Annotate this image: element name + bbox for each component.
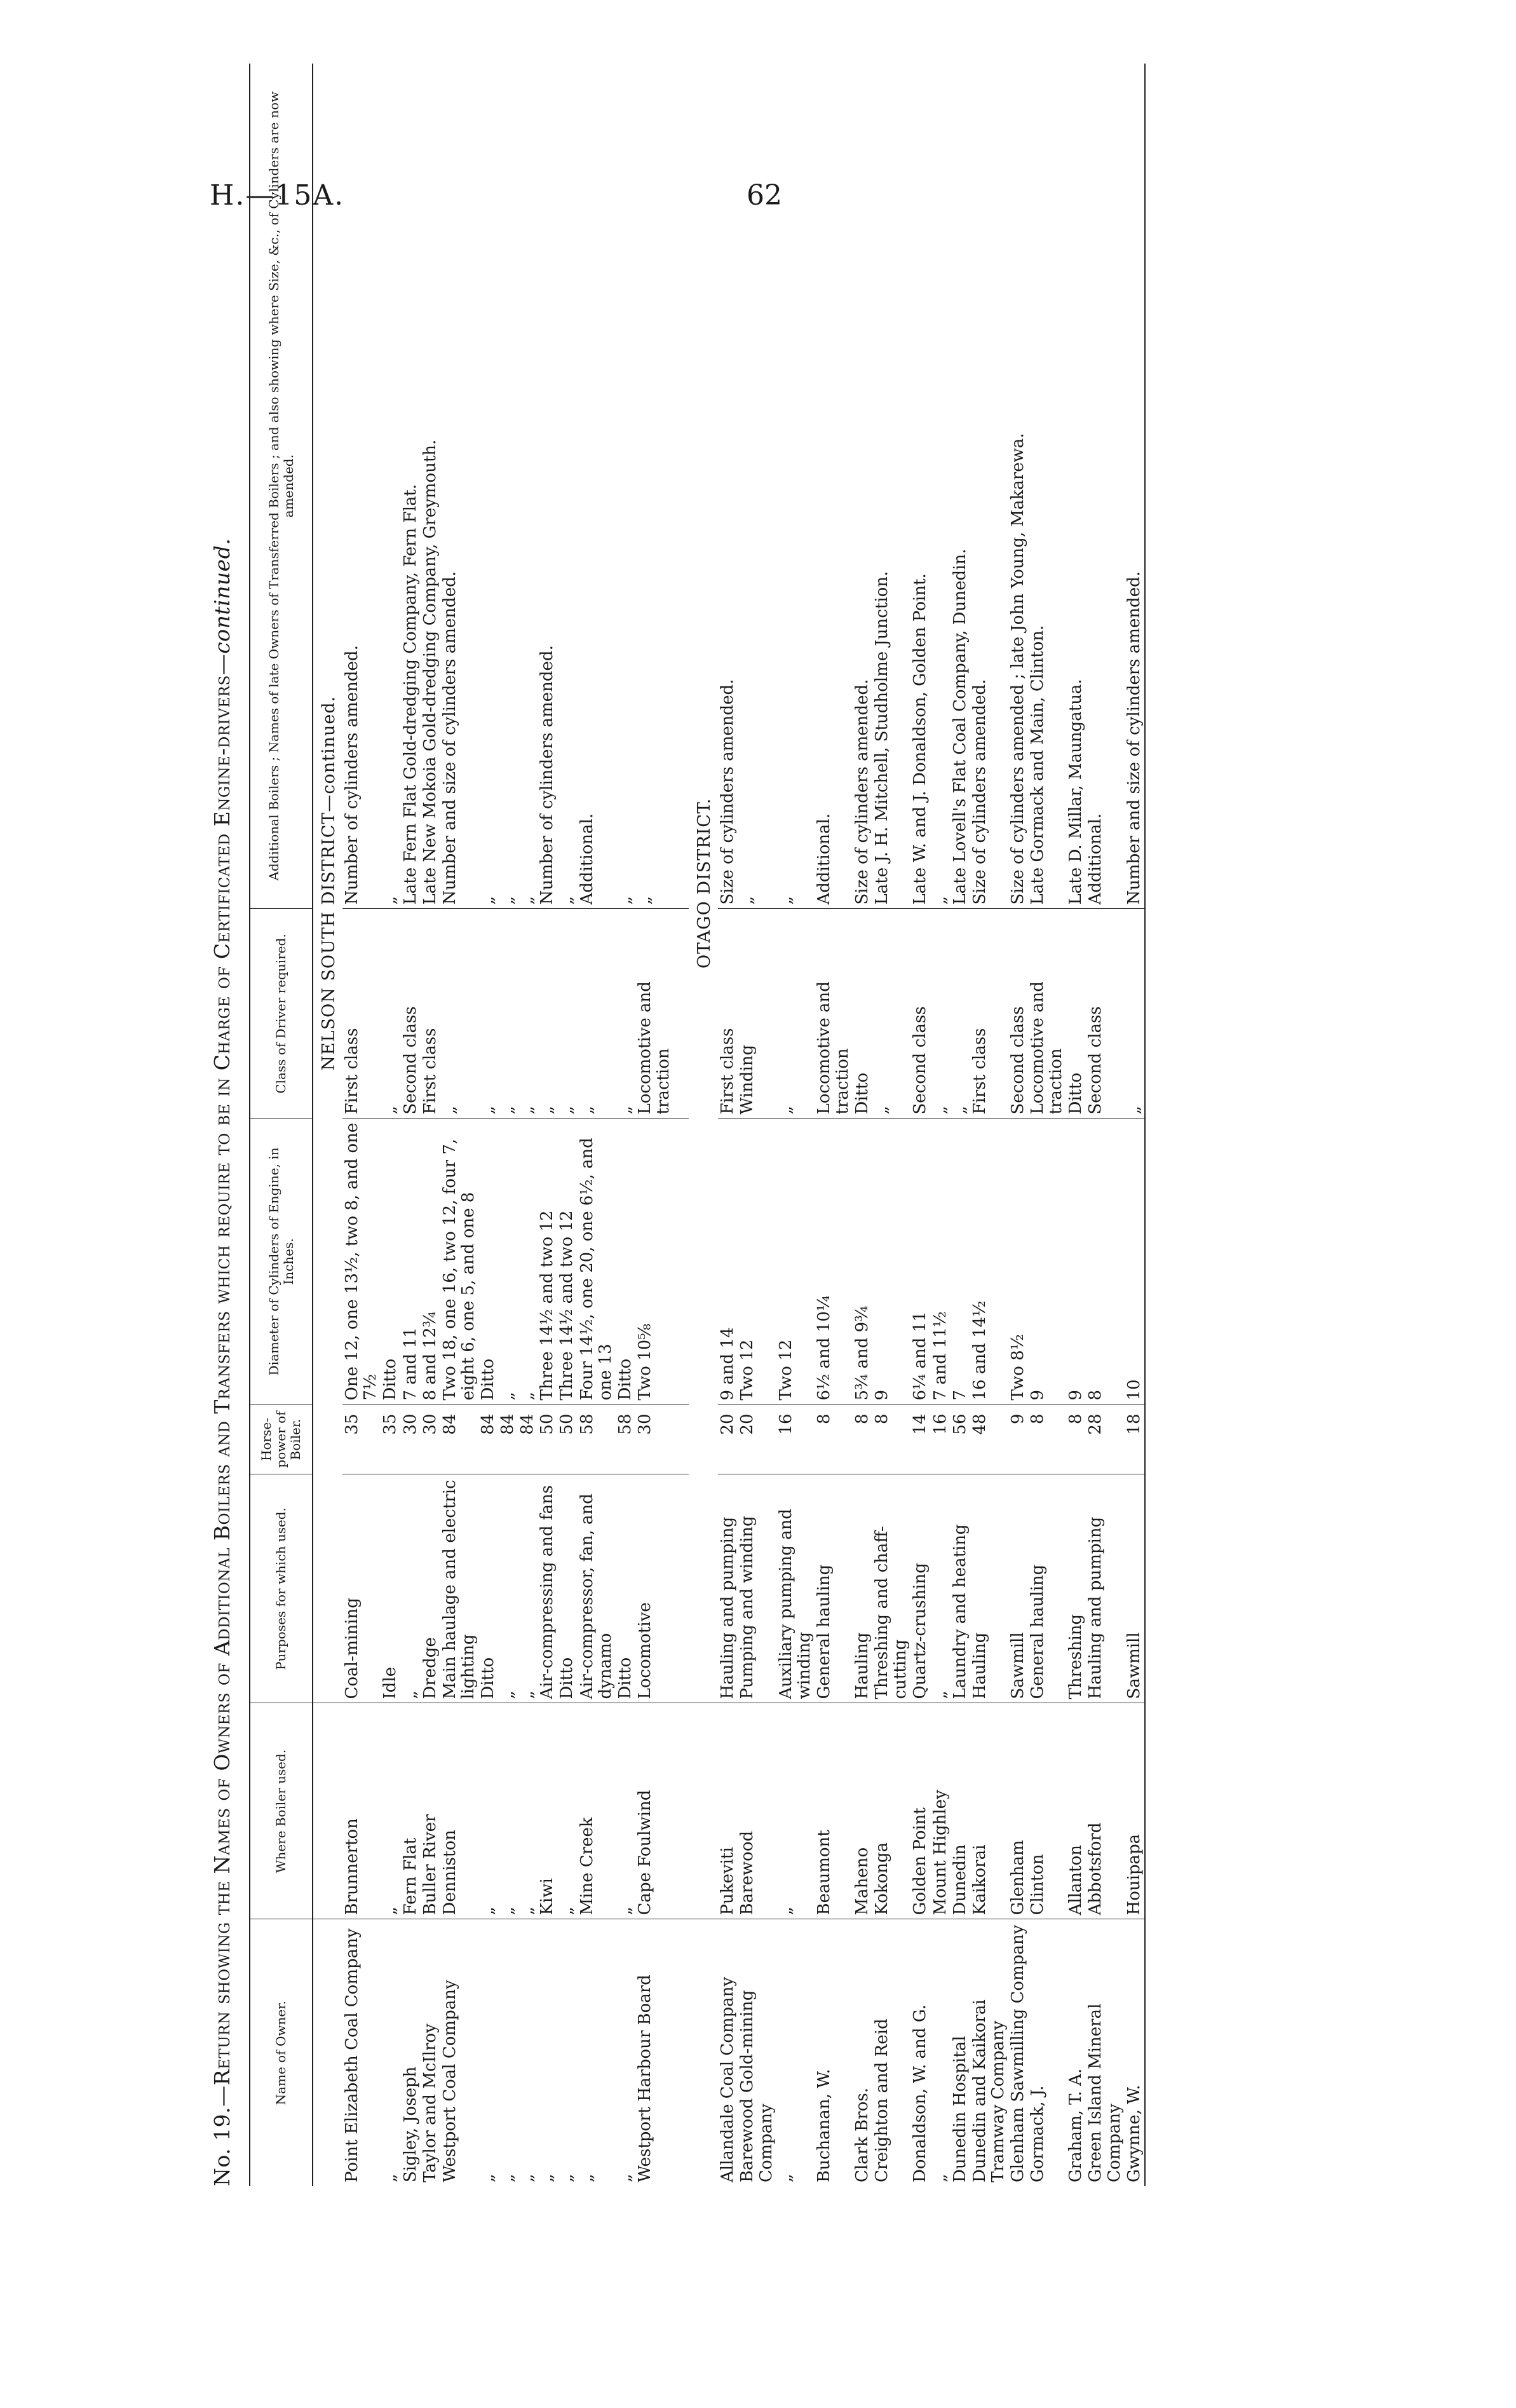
cell-purpose: Air-compressing and fans: [538, 1474, 557, 1703]
table-row: [440, 64, 478, 2186]
cell-where-used: Pukeviti: [718, 1703, 738, 1919]
district-heading: OTAGO DISTRICT.: [689, 64, 718, 1703]
cell-remarks: Late Fern Flat Gold-dredging Company, Fern Flat.: [401, 64, 421, 909]
cell-driver-class: Ditto: [853, 909, 872, 1119]
cell-horse-power: 30: [421, 1405, 440, 1474]
spacer-row: [673, 64, 689, 2186]
table-row: [776, 64, 815, 2186]
cell-owner: Barewood Gold-mining Company: [738, 1990, 776, 2182]
spacer-cell: [673, 1405, 689, 1474]
cell-where-used: Abbotsford: [1086, 1703, 1124, 1919]
cell-driver-class: „: [951, 909, 970, 1119]
cell-remarks: „: [478, 64, 498, 909]
cell-where-used: „: [557, 1703, 577, 1919]
cell-purpose: Ditto: [616, 1474, 635, 1703]
cell-where-used: Brunnerton: [342, 1703, 381, 1919]
cell-remarks: Late Gormack and Main, Clinton.: [1028, 64, 1066, 909]
cell-owner: „: [577, 2173, 597, 2182]
cell-where-used: Dunedin: [951, 1703, 970, 1919]
cell-where-used: Glenham: [1008, 1703, 1028, 1919]
cell-remarks: Size of cylinders amended.: [718, 64, 738, 909]
cell-remarks: „: [557, 64, 577, 909]
cell-purpose: Quartz-crushing: [910, 1474, 930, 1703]
cell-driver-class: Locomotive and traction: [1028, 909, 1066, 1119]
cell-purpose: Main haulage and electric lighting: [440, 1474, 478, 1703]
cell-where-used: Barewood: [738, 1703, 776, 1919]
col-purposes: Purposes for which used.: [250, 1474, 313, 1703]
cell-remarks: Late W. and J. Donaldson, Golden Point.: [910, 64, 930, 909]
district-spacer-cell: [689, 1919, 718, 2186]
cell-cylinders: Two 12: [776, 1119, 815, 1405]
table-row: [401, 64, 421, 2186]
cell-remarks: „: [381, 64, 400, 909]
table-row: [910, 64, 930, 2186]
col-where-boiler-used: Where Boiler used.: [250, 1703, 313, 1919]
cell-owner: Westport Coal Company: [440, 1980, 459, 2182]
cell-owner: Allandale Coal Company: [718, 1976, 738, 2182]
cell-purpose: Ditto: [557, 1474, 577, 1703]
table-row: [478, 64, 498, 2186]
table-row: [970, 64, 1008, 2186]
cell-driver-class: „: [498, 909, 518, 1119]
cell-owner: Dunedin and Kaikorai Tramway Company: [970, 1999, 1008, 2182]
table-row: [1008, 64, 1028, 2186]
cell-driver-class: „: [440, 909, 478, 1119]
cell-driver-class: Winding: [738, 909, 776, 1119]
cell-purpose: Hauling: [853, 1474, 872, 1703]
cell-horse-power: 84: [478, 1405, 498, 1474]
cell-where-used: Maheno: [853, 1703, 872, 1919]
cell-cylinders: 16 and 14½: [970, 1119, 1008, 1405]
cell-horse-power: 84: [518, 1405, 538, 1474]
cell-purpose: General hauling: [1028, 1474, 1066, 1703]
cell-driver-class: „: [872, 909, 910, 1119]
cell-remarks: Size of cylinders amended.: [970, 64, 1008, 909]
cell-horse-power: 20: [718, 1405, 738, 1474]
cell-driver-class: „: [578, 909, 616, 1119]
table-row: [616, 64, 635, 2186]
cell-owner: Sigley, Joseph: [400, 2066, 420, 2182]
cell-purpose: Auxiliary pumping and winding: [776, 1474, 815, 1703]
cell-driver-class: „: [557, 909, 577, 1119]
cell-cylinders: Two 10⅝: [635, 1119, 673, 1405]
cell-cylinders: 9: [1066, 1119, 1086, 1405]
table-row: [1028, 64, 1066, 2186]
cell-remarks: „: [635, 64, 673, 909]
cell-owner: Taylor and McIlroy: [420, 2024, 440, 2182]
cell-driver-class: First class: [342, 909, 381, 1119]
district-heading: NELSON SOUTH DISTRICT—continued.: [313, 64, 342, 1703]
cell-remarks: Late D. Millar, Maungatua.: [1066, 64, 1086, 909]
cell-cylinders: Ditto: [616, 1119, 635, 1405]
cell-horse-power: 8: [853, 1405, 872, 1474]
table-row: [1066, 64, 1086, 2186]
cell-cylinders: Two 8½: [1008, 1119, 1028, 1405]
cell-purpose: Dredge: [421, 1474, 440, 1703]
cell-owner: „: [498, 2173, 518, 2182]
table-header-row: [250, 64, 313, 2186]
cell-horse-power: 50: [538, 1405, 557, 1474]
cell-where-used: Denniston: [440, 1703, 478, 1919]
cell-purpose: Air-compressor, fan, and dynamo: [578, 1474, 616, 1703]
cell-cylinders: 8 and 12¾: [421, 1119, 440, 1405]
cell-driver-class: Locomotive and traction: [635, 909, 673, 1119]
cell-owner: Green Island Mineral Company: [1086, 2003, 1124, 2182]
district-spacer-cell: [689, 1703, 718, 1919]
cell-driver-class: First class: [421, 909, 440, 1119]
district-heading-row: [313, 64, 342, 2186]
cell-horse-power: 35: [381, 1405, 400, 1474]
report-code: H.—15A.: [210, 179, 345, 212]
cell-cylinders: „: [498, 1119, 518, 1405]
cell-purpose: Threshing and chaff-cutting: [872, 1474, 910, 1703]
table-row: [1125, 64, 1145, 2186]
table-row: [381, 64, 400, 2186]
cell-horse-power: 16: [931, 1405, 951, 1474]
cell-cylinders: 9: [872, 1119, 910, 1405]
cell-purpose: Sawmill: [1008, 1474, 1028, 1703]
cell-driver-class: „: [931, 909, 951, 1119]
cell-remarks: Number of cylinders amended.: [538, 64, 557, 909]
cell-horse-power: 58: [616, 1405, 635, 1474]
cell-where-used: „: [478, 1703, 498, 1919]
cell-owner: Clark Bros.: [853, 2088, 872, 2182]
cell-horse-power: 14: [910, 1405, 930, 1474]
cell-owner: „: [557, 2173, 577, 2182]
cell-driver-class: Ditto: [1066, 909, 1086, 1119]
cell-cylinders: One 12, one 13½, two 8, and one 7½: [342, 1119, 381, 1405]
cell-owner: Gwynne, W.: [1125, 1919, 1145, 2186]
cell-horse-power: 8: [872, 1405, 910, 1474]
rotated-table-block: [210, 25, 1341, 2186]
table-row: [635, 64, 673, 2186]
table-row: [518, 64, 538, 2186]
cell-horse-power: 30: [635, 1405, 673, 1474]
cell-cylinders: 7 and 11: [401, 1119, 421, 1405]
page-number: 62: [747, 179, 782, 212]
cell-where-used: Kokonga: [872, 1703, 910, 1919]
cell-owner: Point Elizabeth Coal Company: [342, 1928, 362, 2182]
spacer-cell: [673, 1474, 689, 1703]
cell-horse-power: 8: [1028, 1405, 1066, 1474]
cell-where-used: Cape Foulwind: [635, 1703, 673, 1919]
table-row: [931, 64, 951, 2186]
cell-cylinders: Two 12: [738, 1119, 776, 1405]
cell-driver-class: First class: [970, 909, 1008, 1119]
cell-cylinders: 9 and 14: [718, 1119, 738, 1405]
cell-where-used: „: [498, 1703, 518, 1919]
cell-remarks: „: [616, 64, 635, 909]
table-row: [498, 64, 518, 2186]
cell-where-used: Mine Creek: [578, 1703, 616, 1919]
cell-remarks: Number of cylinders amended.: [342, 64, 381, 909]
cell-purpose: „: [518, 1474, 538, 1703]
cell-owner: „: [381, 2173, 400, 2182]
table-row: [872, 64, 910, 2186]
cell-purpose: Coal-mining: [342, 1474, 381, 1703]
cell-purpose: Laundry and heating: [951, 1474, 970, 1703]
cell-owner: „: [615, 2173, 635, 2182]
cell-cylinders: 9: [1028, 1119, 1066, 1405]
cell-horse-power: 18: [1125, 1405, 1145, 1474]
cell-purpose: Hauling: [970, 1474, 1008, 1703]
cell-where-used: Allanton: [1066, 1703, 1086, 1919]
cell-cylinders: Three 14½ and two 12: [538, 1119, 557, 1405]
cell-driver-class: „: [478, 909, 498, 1119]
cell-owner: „: [538, 2173, 557, 2182]
cell-purpose: Idle: [381, 1474, 400, 1703]
cell-remarks: „: [498, 64, 518, 909]
cell-purpose: „: [401, 1474, 421, 1703]
cell-remarks: Number and size of cylinders amended.: [1125, 64, 1145, 909]
cell-where-used: Buller River: [421, 1703, 440, 1919]
cell-horse-power: 8: [815, 1405, 853, 1474]
table-row: [815, 64, 853, 2186]
cell-horse-power: 48: [970, 1405, 1008, 1474]
cell-driver-class: „: [518, 909, 538, 1119]
cell-remarks: „: [518, 64, 538, 909]
district-heading-row: [689, 64, 718, 2186]
cell-remarks: Late Lovell's Flat Coal Company, Dunedin.: [951, 64, 970, 909]
cell-owner: „: [776, 2173, 795, 2182]
cell-where-used: Kaikorai: [970, 1703, 1008, 1919]
cell-remarks: Size of cylinders amended.: [853, 64, 872, 909]
col-cylinder-diameter: Diameter of Cylinders of Engine, in Inches.: [250, 1119, 313, 1405]
cell-owner: „: [930, 2173, 950, 2182]
cell-owner: Creighton and Reid: [872, 2018, 892, 2182]
cell-remarks: Size of cylinders amended ; late John Young, Makarewa.: [1008, 64, 1028, 909]
cell-horse-power: 20: [738, 1405, 776, 1474]
district-spacer-cell: [313, 1703, 342, 1919]
cell-purpose: Threshing: [1066, 1474, 1086, 1703]
cell-purpose: „: [931, 1474, 951, 1703]
title-text: Return showing the Names of Owners of Additional Boilers and Transfers which require to be in Charge of Certificated Engine-drivers: [210, 675, 234, 2086]
spacer-cell: [673, 1703, 689, 1919]
cell-remarks: Additional.: [1086, 64, 1124, 909]
district-spacer-cell: [313, 1919, 342, 2186]
title-suffix: —continued.: [210, 538, 234, 676]
cell-remarks: „: [776, 64, 815, 909]
cell-owner: Buchanan, W.: [814, 2069, 834, 2182]
cell-cylinders: „: [518, 1119, 538, 1405]
cell-driver-class: Locomotive and traction: [815, 909, 853, 1119]
cell-remarks: Number and size of cylinders amended.: [440, 64, 478, 909]
spacer-cell: [673, 1919, 689, 2186]
cell-remarks: Additional.: [578, 64, 616, 909]
engine-drivers-table: [249, 64, 1146, 2186]
cell-where-used: Houipapa: [1125, 1703, 1145, 1919]
cell-driver-class: „: [381, 909, 400, 1119]
table-body: [313, 64, 1145, 2186]
cell-cylinders: 7 and 11½: [931, 1119, 951, 1405]
cell-horse-power: 35: [342, 1405, 381, 1474]
table-row: [342, 64, 381, 2186]
col-remarks: Additional Boilers ; Names of late Owners of Transferred Boilers ; and also showing where Size, &c., of Cylinders are now amended.: [250, 64, 313, 909]
cell-cylinders: Two 18, one 16, two 12, four 7, eight 6, one 5, and one 8: [440, 1119, 478, 1405]
cell-owner: Donaldson, W. and G.: [910, 2004, 930, 2182]
table-row: [538, 64, 557, 2186]
cell-horse-power: 16: [776, 1405, 815, 1474]
cell-cylinders: 7: [951, 1119, 970, 1405]
cell-driver-class: Second class: [910, 909, 930, 1119]
cell-horse-power: 28: [1086, 1405, 1124, 1474]
table-row: [578, 64, 616, 2186]
cell-cylinders: 6½ and 10¼: [815, 1119, 853, 1405]
cell-driver-class: Second class: [1086, 909, 1124, 1119]
cell-where-used: „: [776, 1703, 815, 1919]
cell-where-used: Mount Highley: [931, 1703, 951, 1919]
cell-driver-class: Second class: [401, 909, 421, 1119]
spacer-cell: [673, 909, 689, 1119]
cell-where-used: Beaumont: [815, 1703, 853, 1919]
cell-remarks: Late New Mokoia Gold-dredging Company, Greymouth.: [421, 64, 440, 909]
cell-purpose: Pumping and winding: [738, 1474, 776, 1703]
col-name-of-owner: Name of Owner.: [250, 1919, 313, 2186]
cell-purpose: Locomotive: [635, 1474, 673, 1703]
col-horse-power: Horse-power of Boiler.: [250, 1405, 313, 1474]
col-driver-class: Class of Driver required.: [250, 909, 313, 1119]
table-title: [210, 64, 234, 2186]
cell-owner: Westport Harbour Board: [635, 1975, 654, 2182]
cell-owner: „: [518, 2173, 538, 2182]
cell-where-used: „: [518, 1703, 538, 1919]
table-row: [1086, 64, 1124, 2186]
cell-remarks: Additional.: [815, 64, 853, 909]
cell-horse-power: 9: [1008, 1405, 1028, 1474]
cell-purpose: Hauling and pumping: [718, 1474, 738, 1703]
cell-horse-power: 8: [1066, 1405, 1086, 1474]
cell-owner: Dunedin Hospital: [950, 2036, 970, 2182]
cell-purpose: „: [498, 1474, 518, 1703]
cell-horse-power: 84: [498, 1405, 518, 1474]
cell-horse-power: 58: [578, 1405, 616, 1474]
cell-where-used: Fern Flat: [401, 1703, 421, 1919]
cell-purpose: General hauling: [815, 1474, 853, 1703]
cell-driver-class: „: [538, 909, 557, 1119]
table-row: [951, 64, 970, 2186]
table-row: [718, 64, 738, 2186]
table-row: [421, 64, 440, 2186]
cell-owner: „: [478, 2173, 497, 2182]
cell-purpose: Hauling and pumping: [1086, 1474, 1124, 1703]
cell-cylinders: 5¾ and 9¾: [853, 1119, 872, 1405]
spacer-cell: [673, 1119, 689, 1405]
cell-cylinders: Ditto: [478, 1119, 498, 1405]
cell-horse-power: 30: [401, 1405, 421, 1474]
cell-driver-class: „: [776, 909, 815, 1119]
cell-where-used: Golden Point: [910, 1703, 930, 1919]
cell-horse-power: 56: [951, 1405, 970, 1474]
cell-horse-power: 50: [557, 1405, 577, 1474]
cell-owner: Graham, T. A.: [1066, 2068, 1086, 2182]
cell-remarks: Late J. H. Mitchell, Studholme Junction.: [872, 64, 910, 909]
cell-driver-class: First class: [718, 909, 738, 1119]
cell-driver-class: „: [616, 909, 635, 1119]
cell-driver-class: Second class: [1008, 909, 1028, 1119]
cell-horse-power: 84: [440, 1405, 478, 1474]
title-prefix: No. 19.—: [210, 2085, 234, 2186]
cell-remarks: „: [738, 64, 776, 909]
cell-owner: Glenham Sawmilling Company: [1008, 1924, 1027, 2182]
cell-cylinders: Three 14½ and two 12: [557, 1119, 577, 1405]
cell-where-used: „: [616, 1703, 635, 1919]
cell-cylinders: 10: [1125, 1119, 1145, 1405]
cell-where-used: Clinton: [1028, 1703, 1066, 1919]
cell-cylinders: 8: [1086, 1119, 1124, 1405]
cell-driver-class: „: [1125, 909, 1145, 1119]
cell-purpose: Sawmill: [1125, 1474, 1145, 1703]
cell-owner: Gormack, J.: [1028, 2085, 1048, 2182]
table-row: [853, 64, 872, 2186]
spacer-cell: [673, 64, 689, 909]
cell-remarks: „: [931, 64, 951, 909]
cell-cylinders: Four 14½, one 20, one 6½, and one 13: [578, 1119, 616, 1405]
cell-where-used: Kiwi: [538, 1703, 557, 1919]
cell-where-used: „: [381, 1703, 400, 1919]
table-row: [738, 64, 776, 2186]
cell-purpose: Ditto: [478, 1474, 498, 1703]
table-row: [557, 64, 577, 2186]
cell-cylinders: 6¼ and 11: [910, 1119, 930, 1405]
cell-cylinders: Ditto: [381, 1119, 400, 1405]
